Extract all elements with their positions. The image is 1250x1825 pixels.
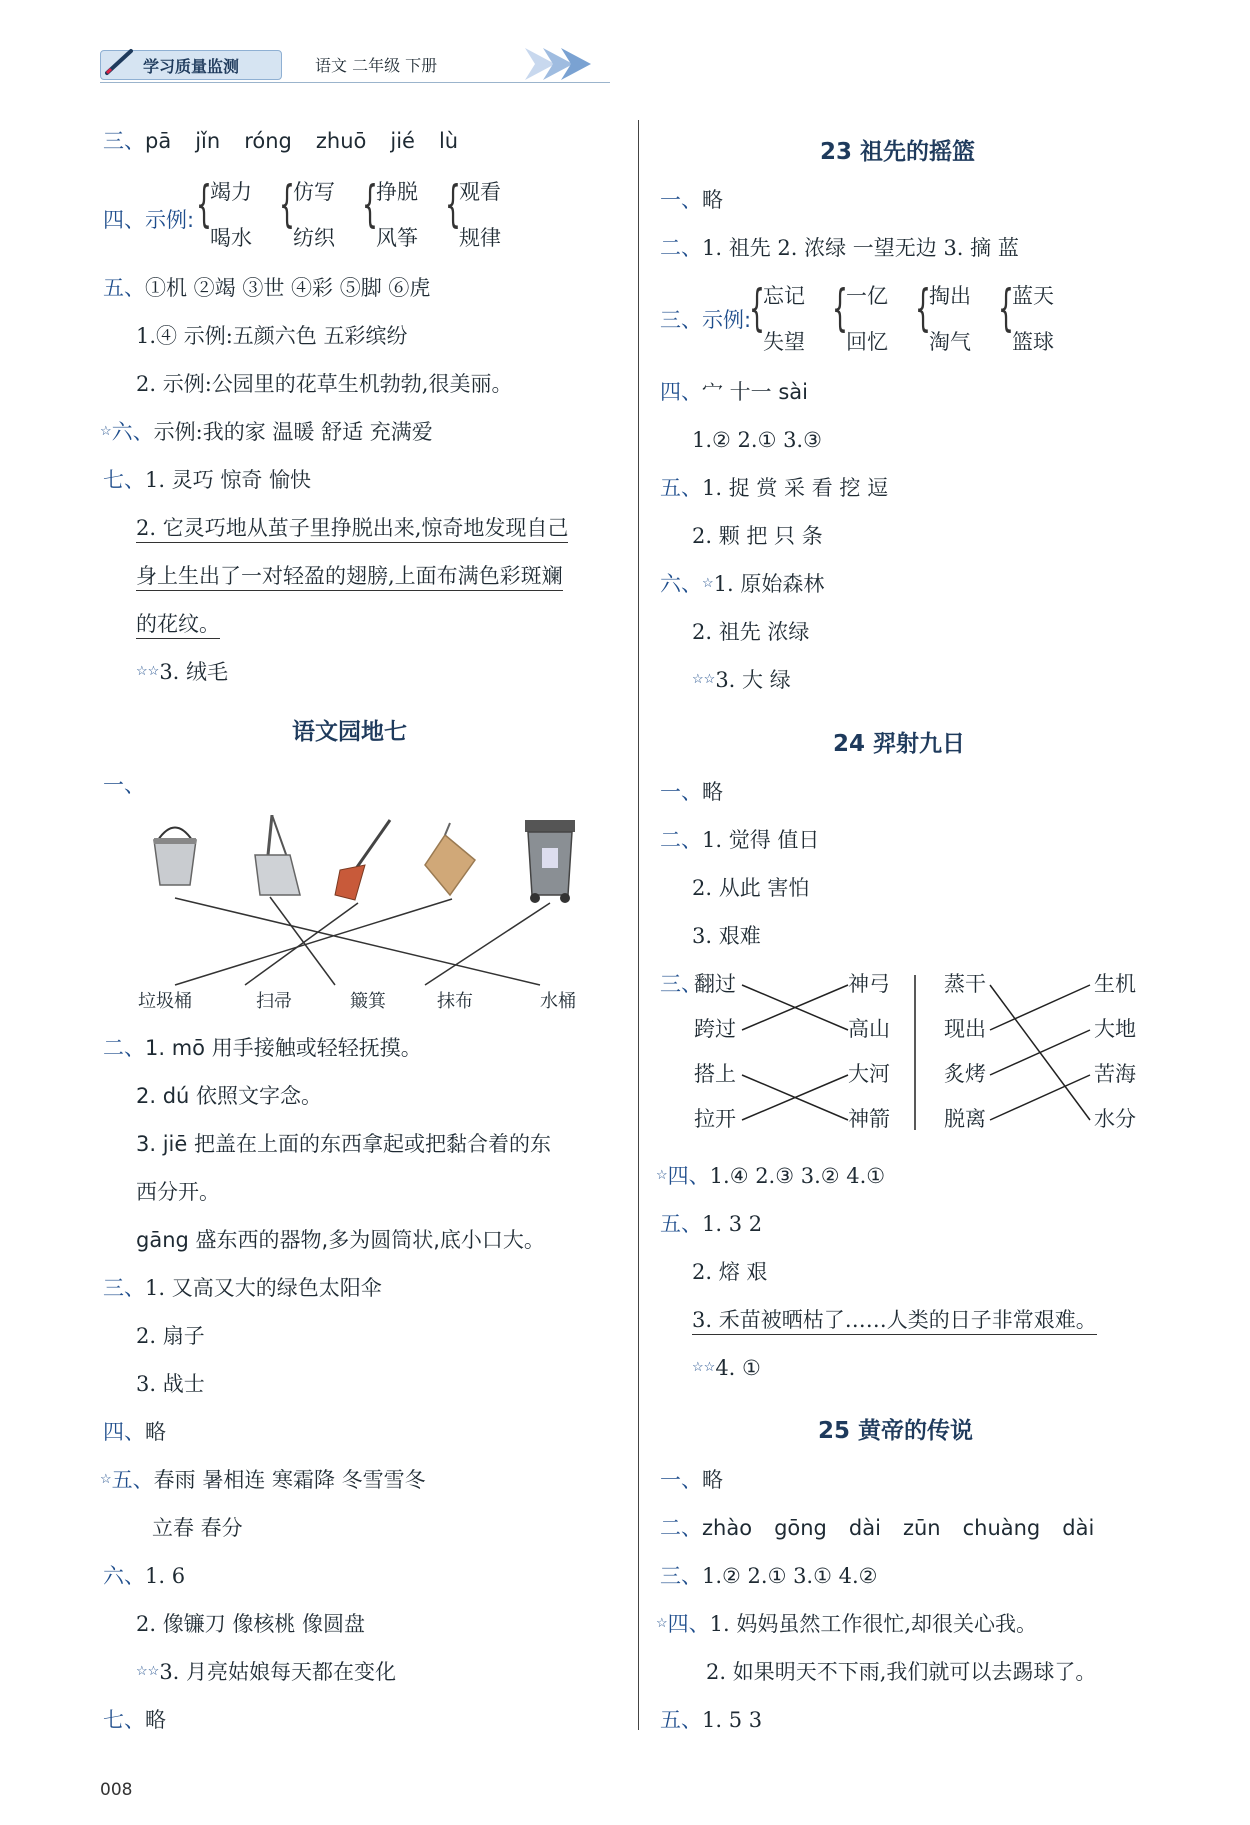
right-b2-1: 二、1. 觉得 值日	[660, 828, 820, 852]
word: 竭力	[210, 180, 252, 204]
right-a4-1: 1.② 2.① 3.③	[692, 428, 822, 452]
match-word: 生机	[1094, 972, 1136, 996]
match-word: 高山	[848, 1017, 890, 1041]
left-q7: 七、1. 灵巧 惊奇 愉快	[103, 468, 312, 492]
pinyin-syllable: róng	[244, 129, 292, 153]
right-b2-3: 3. 艰难	[692, 924, 761, 948]
left-g3-1: 三、1. 又高又大的绿色太阳伞	[103, 1276, 382, 1300]
tool-label: 簸箕	[350, 991, 386, 1012]
right-b5-3: 3. 禾苗被晒枯了……人类的日子非常艰难。	[692, 1305, 1097, 1335]
left-g3-2: 2. 扇子	[136, 1324, 205, 1348]
right-b5-4: ☆☆4. ①	[692, 1356, 761, 1380]
left-q7-2a: 2. 它灵巧地从茧子里挣脱出来,惊奇地发现自己	[136, 513, 568, 543]
word: 喝水	[210, 226, 252, 250]
match-word: 翻过	[694, 972, 736, 996]
section-title-25: 25 黄帝的传说	[818, 1418, 974, 1444]
pinyin-syllable: jié	[390, 129, 415, 153]
pinyin-syllable: zūn	[902, 1516, 941, 1540]
section-title-24: 24 羿射九日	[833, 731, 966, 757]
pinyin-syllable: zhuō	[315, 129, 367, 153]
match-word: 大河	[848, 1062, 890, 1086]
word: 忘记	[763, 284, 805, 308]
left-g4: 四、略	[103, 1420, 166, 1444]
word: 掏出	[929, 284, 971, 308]
right-b5-1: 五、1. 3 2	[660, 1212, 763, 1236]
brace-icon: {	[749, 279, 765, 337]
match-word: 跨过	[694, 1017, 736, 1041]
tool-label: 抹布	[437, 991, 473, 1012]
right-c1: 一、略	[660, 1468, 723, 1492]
left-g6-1: 六、1. 6	[103, 1564, 186, 1588]
left-g2-4: gāng 盛东西的器物,多为圆筒状,底小口大。	[136, 1228, 545, 1252]
brace-icon: {	[998, 279, 1014, 337]
word: 一亿	[846, 284, 888, 308]
match-word: 搭上	[694, 1062, 736, 1086]
match-word: 炙烤	[944, 1062, 986, 1086]
word: 回忆	[846, 330, 888, 354]
match-word: 蒸干	[944, 972, 986, 996]
pinyin-syllable: chuàng	[962, 1516, 1041, 1540]
brace-icon: {	[915, 279, 931, 337]
brace-icon: {	[445, 175, 461, 233]
section-title-garden: 语文园地七	[292, 719, 407, 745]
brace-icon: {	[832, 279, 848, 337]
pinyin-syllable: lù	[438, 129, 459, 153]
pinyin-syllable: zhào	[702, 1516, 753, 1540]
match-word: 神弓	[848, 972, 890, 996]
left-q7-2c: 的花纹。	[136, 609, 220, 639]
right-c3: 三、1.② 2.① 3.① 4.②	[660, 1564, 878, 1588]
right-b3-label: 三、	[660, 972, 702, 996]
right-c4-1: ☆四、1. 妈妈虽然工作很忙,却很关心我。	[656, 1612, 1038, 1636]
left-q5-2: 2. 示例:公园里的花草生机勃勃,很美丽。	[136, 372, 513, 396]
match-word: 大地	[1094, 1017, 1136, 1041]
section-title-23: 23 祖先的摇篮	[820, 139, 976, 165]
word: 规律	[459, 226, 501, 250]
match-word: 苦海	[1094, 1062, 1136, 1086]
right-b1: 一、略	[660, 780, 723, 804]
header-subtitle: 语文 二年级 下册	[315, 56, 438, 75]
word: 失望	[763, 330, 805, 354]
left-q6: ☆六、示例:我的家 温暖 舒适 充满爱	[100, 420, 433, 444]
left-g5-1: ☆五、春雨 暑相连 寒霜降 冬雪雪冬	[100, 1468, 426, 1492]
left-g1-label: 一、	[103, 773, 145, 797]
tool-label: 水桶	[540, 991, 576, 1012]
q-label: 四、示例:	[103, 208, 195, 232]
left-q7-3: ☆☆3. 绒毛	[136, 660, 229, 684]
right-a4: 四、宀 十一 sài	[660, 380, 808, 404]
left-g2-3b: 西分开。	[136, 1180, 220, 1204]
right-a2: 二、1. 祖先 2. 浓绿 一望无边 3. 摘 蓝	[660, 236, 1019, 260]
right-a5-1: 五、1. 捉 赏 采 看 挖 逗	[660, 476, 889, 500]
match-word: 脱离	[944, 1107, 986, 1131]
header-title: 学习质量监测	[143, 57, 240, 76]
left-q5: 五、①机 ②竭 ③世 ④彩 ⑤脚 ⑥虎	[103, 276, 431, 300]
left-g6-3: ☆☆3. 月亮姑娘每天都在变化	[136, 1660, 397, 1684]
q-label: 三、	[103, 129, 145, 153]
left-g2-1: 二、1. mō 用手接触或轻轻抚摸。	[103, 1036, 422, 1060]
match-word: 现出	[944, 1017, 986, 1041]
left-q7-2b: 身上生出了一对轻盈的翅膀,上面布满色彩斑斓	[136, 561, 563, 591]
brace-icon: {	[196, 175, 212, 233]
left-g7: 七、略	[103, 1708, 166, 1732]
pinyin-syllable: gōng	[774, 1516, 827, 1540]
word: 仿写	[293, 180, 335, 204]
tool-label: 垃圾桶	[138, 991, 192, 1012]
match-word: 神箭	[848, 1107, 890, 1131]
left-g5-2: 立春 春分	[152, 1516, 243, 1540]
right-a3-label: 三、示例:	[660, 308, 752, 332]
right-b4: ☆四、1.④ 2.③ 3.② 4.①	[656, 1164, 886, 1188]
word: 挣脱	[376, 180, 418, 204]
word: 蓝天	[1012, 284, 1054, 308]
right-c2: 二、zhào gōng dài zūn chuàng dài	[660, 1516, 1095, 1540]
right-a6-1: 六、☆1. 原始森林	[660, 572, 825, 596]
match-word: 水分	[1094, 1107, 1136, 1131]
match-word: 拉开	[694, 1107, 736, 1131]
left-g2-2: 2. dú 依照文字念。	[136, 1084, 323, 1108]
right-b2-2: 2. 从此 害怕	[692, 876, 810, 900]
left-g6-2: 2. 像镰刀 像核桃 像圆盘	[136, 1612, 366, 1636]
pinyin-syllable: jǐn	[195, 129, 221, 153]
pinyin-syllable: dài	[848, 1516, 881, 1540]
right-c5: 五、1. 5 3	[660, 1708, 763, 1732]
word: 风筝	[376, 226, 418, 250]
pinyin-syllable: pā	[145, 129, 172, 153]
word: 篮球	[1012, 330, 1054, 354]
pinyin-syllable: dài	[1062, 1516, 1095, 1540]
right-b5-2: 2. 熔 艰	[692, 1260, 768, 1284]
page-number: 008	[100, 1780, 133, 1800]
word: 淘气	[929, 330, 971, 354]
right-a6-3: ☆☆3. 大 绿	[692, 668, 791, 692]
left-g2-3a: 3. jiē 把盖在上面的东西拿起或把黏合着的东	[136, 1132, 551, 1156]
right-a6-2: 2. 祖先 浓绿	[692, 620, 810, 644]
left-g3-3: 3. 战士	[136, 1372, 205, 1396]
right-c4-2: 2. 如果明天不下雨,我们就可以去踢球了。	[706, 1660, 1097, 1684]
brace-icon: {	[362, 175, 378, 233]
left-q5-1: 1.④ 示例:五颜六色 五彩缤纷	[136, 324, 408, 348]
tool-label: 扫帚	[256, 991, 292, 1012]
right-a5-2: 2. 颗 把 只 条	[692, 524, 823, 548]
right-a1: 一、略	[660, 188, 723, 212]
word: 纺织	[293, 226, 335, 250]
word: 观看	[459, 180, 501, 204]
brace-icon: {	[279, 175, 295, 233]
